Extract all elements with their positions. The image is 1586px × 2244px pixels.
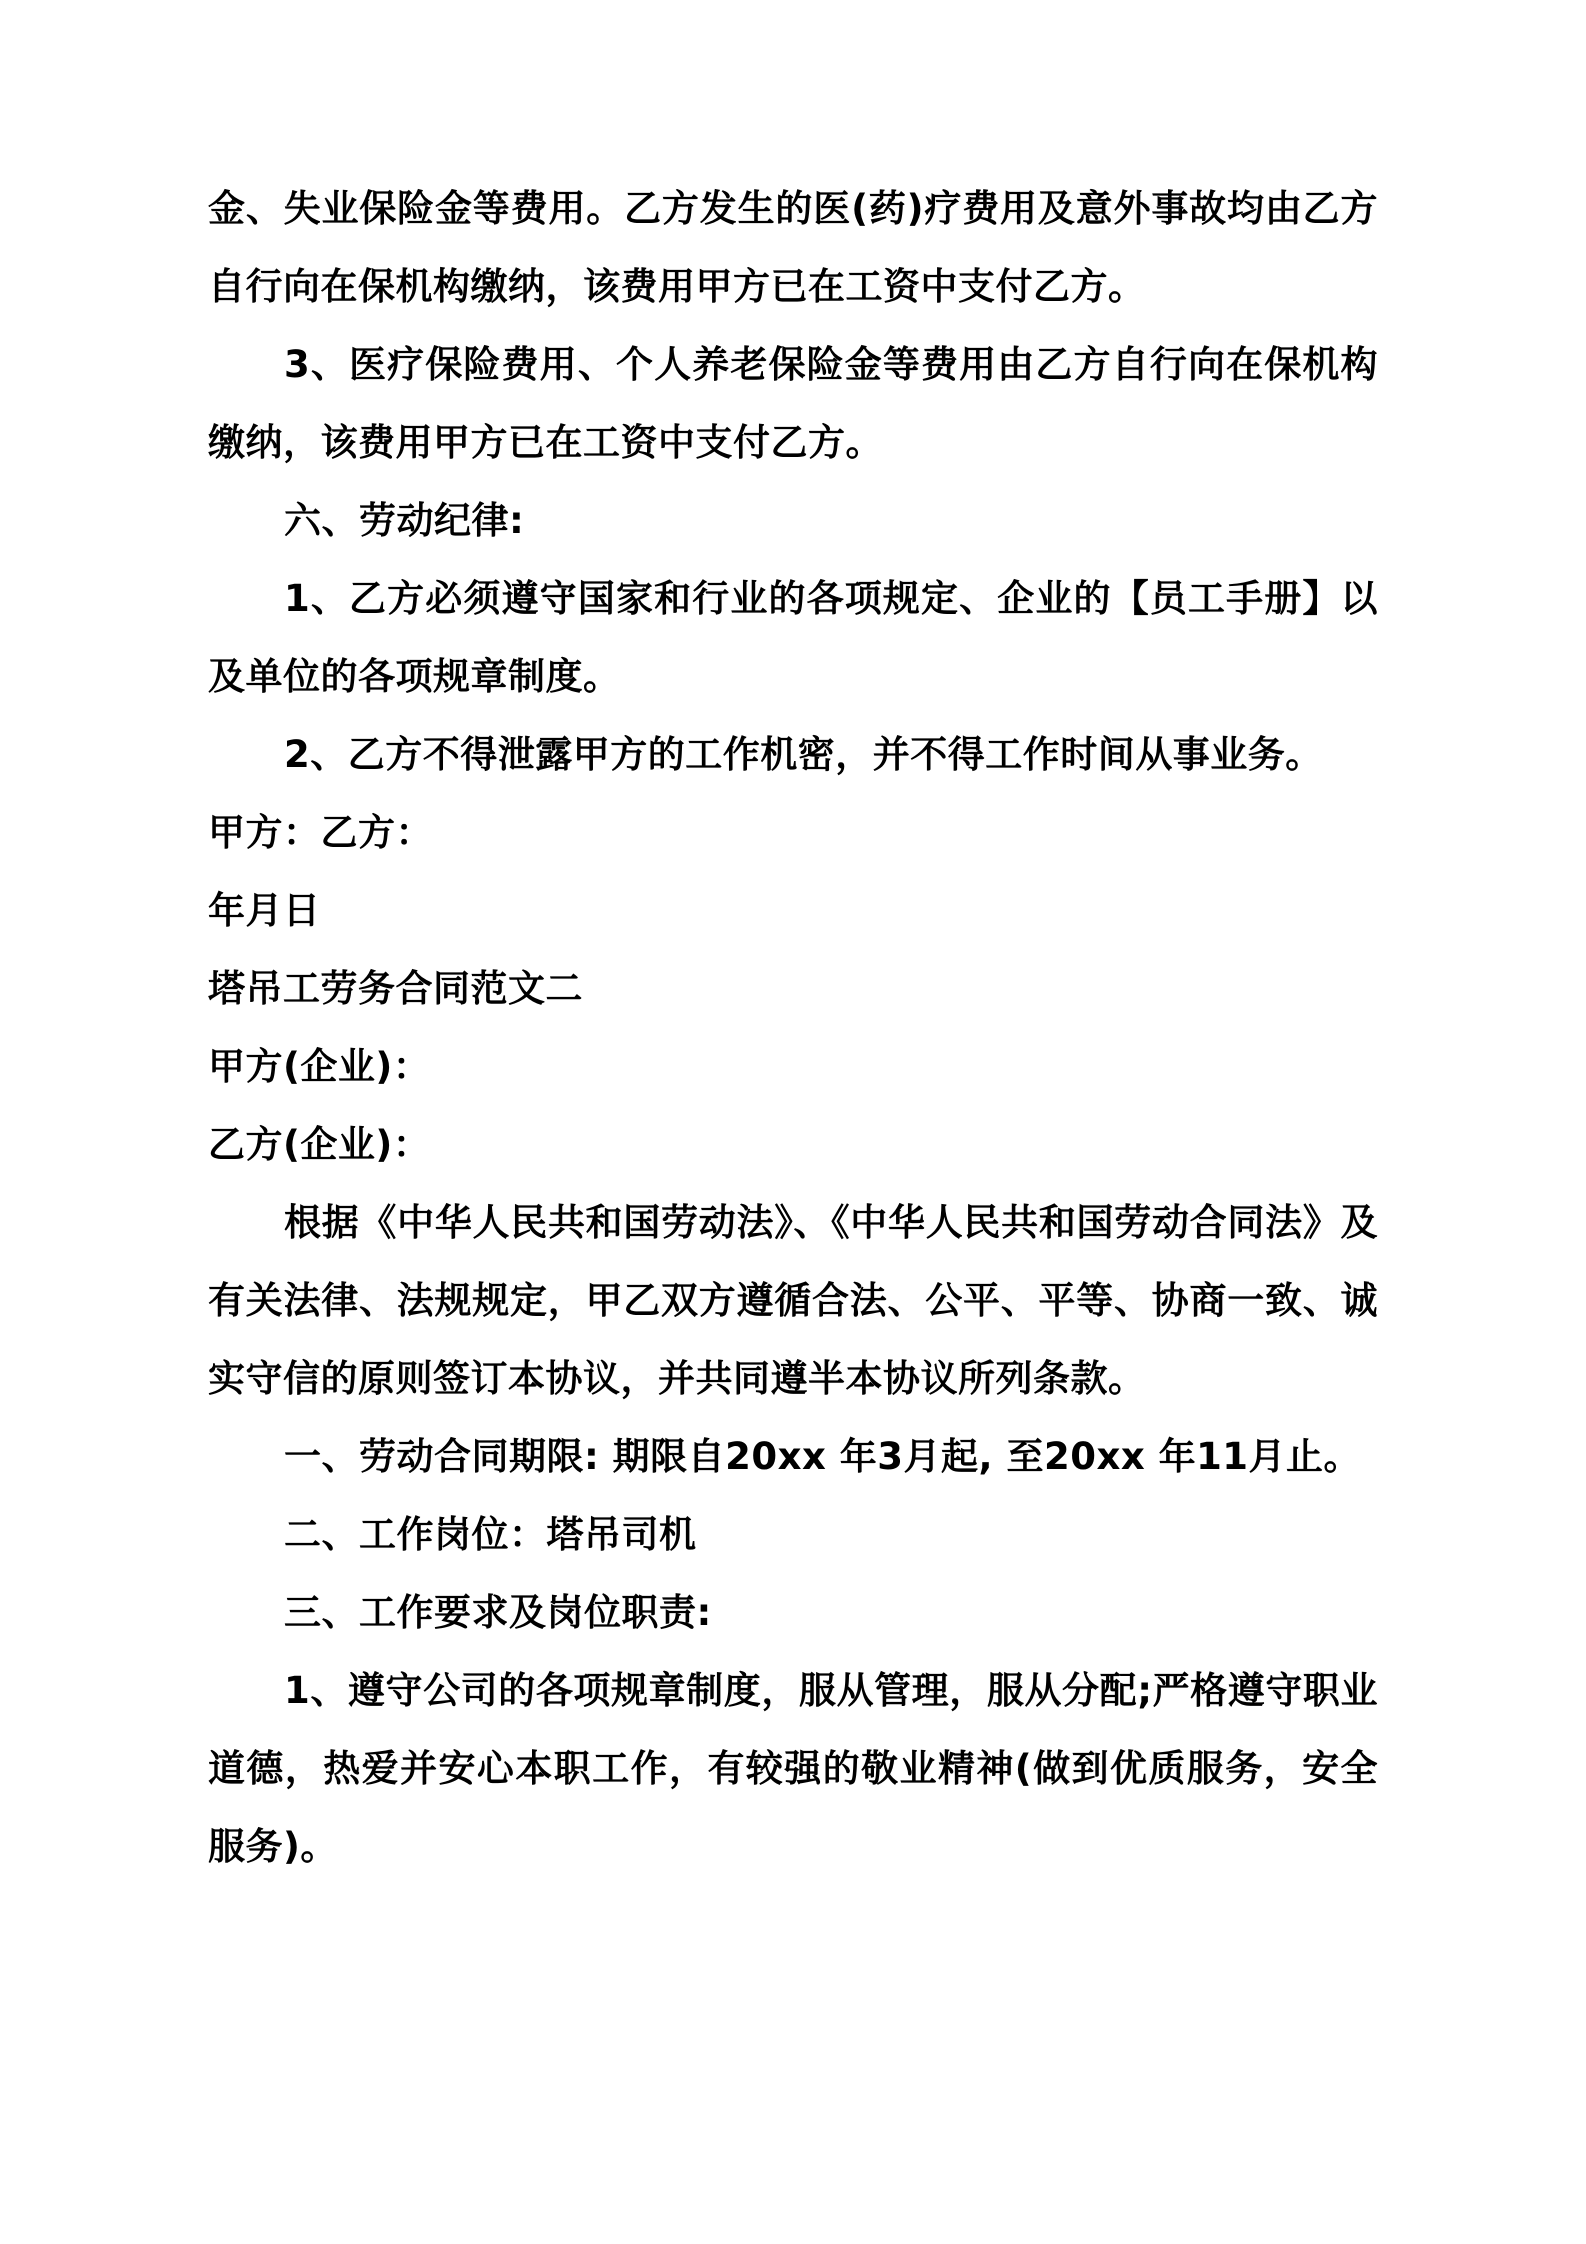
- signature-line-date: 年月日: [208, 889, 321, 932]
- party-b-line: 乙方(企业)：: [208, 1123, 431, 1166]
- paragraph-heading-six: 六、劳动纪律:: [284, 499, 525, 542]
- paragraph: 1、遵守公司的各项规章制度，服从管理，服从分配;严格遵守职业道德，热爱并安心本职工作，有较强的敬业精神(做到优质服务，安全服务)。: [208, 1669, 1378, 1868]
- paragraph: 金、失业保险金等费用。乙方发生的医(药)疗费用及意外事故均由乙方自行向在保机构缴纳，该费用甲方已在工资中支付乙方。: [208, 187, 1378, 308]
- paragraph-clause-two: 二、工作岗位：塔吊司机: [284, 1513, 697, 1556]
- signature-line-parties: 甲方：乙方：: [208, 811, 433, 854]
- paragraph: 根据《中华人民共和国劳动法》、《中华人民共和国劳动合同法》及有关法律、法规规定，甲乙双方遵循合法、公平、平等、协商一致、诚实守信的原则签订本协议，并共同遵半本协议所列条款。: [208, 1201, 1378, 1400]
- section-title-sample-two: 塔吊工劳务合同范文二: [208, 967, 583, 1010]
- paragraph-clause-one: 一、劳动合同期限: 期限自20xx 年3月起, 至20xx 年11月止。: [284, 1435, 1362, 1478]
- document-body: [208, 170, 1378, 1886]
- party-a-line: 甲方(企业)：: [208, 1045, 431, 1088]
- paragraph: 2、乙方不得泄露甲方的工作机密，并不得工作时间从事业务。: [284, 733, 1323, 776]
- paragraph-clause-three: 三、工作要求及岗位职责:: [284, 1591, 712, 1634]
- paragraph: 3、医疗保险费用、个人养老保险金等费用由乙方自行向在保机构缴纳，该费用甲方已在工资中支付乙方。: [208, 343, 1378, 464]
- paragraph: 1、乙方必须遵守国家和行业的各项规定、企业的【员工手册】以及单位的各项规章制度。: [208, 577, 1378, 698]
